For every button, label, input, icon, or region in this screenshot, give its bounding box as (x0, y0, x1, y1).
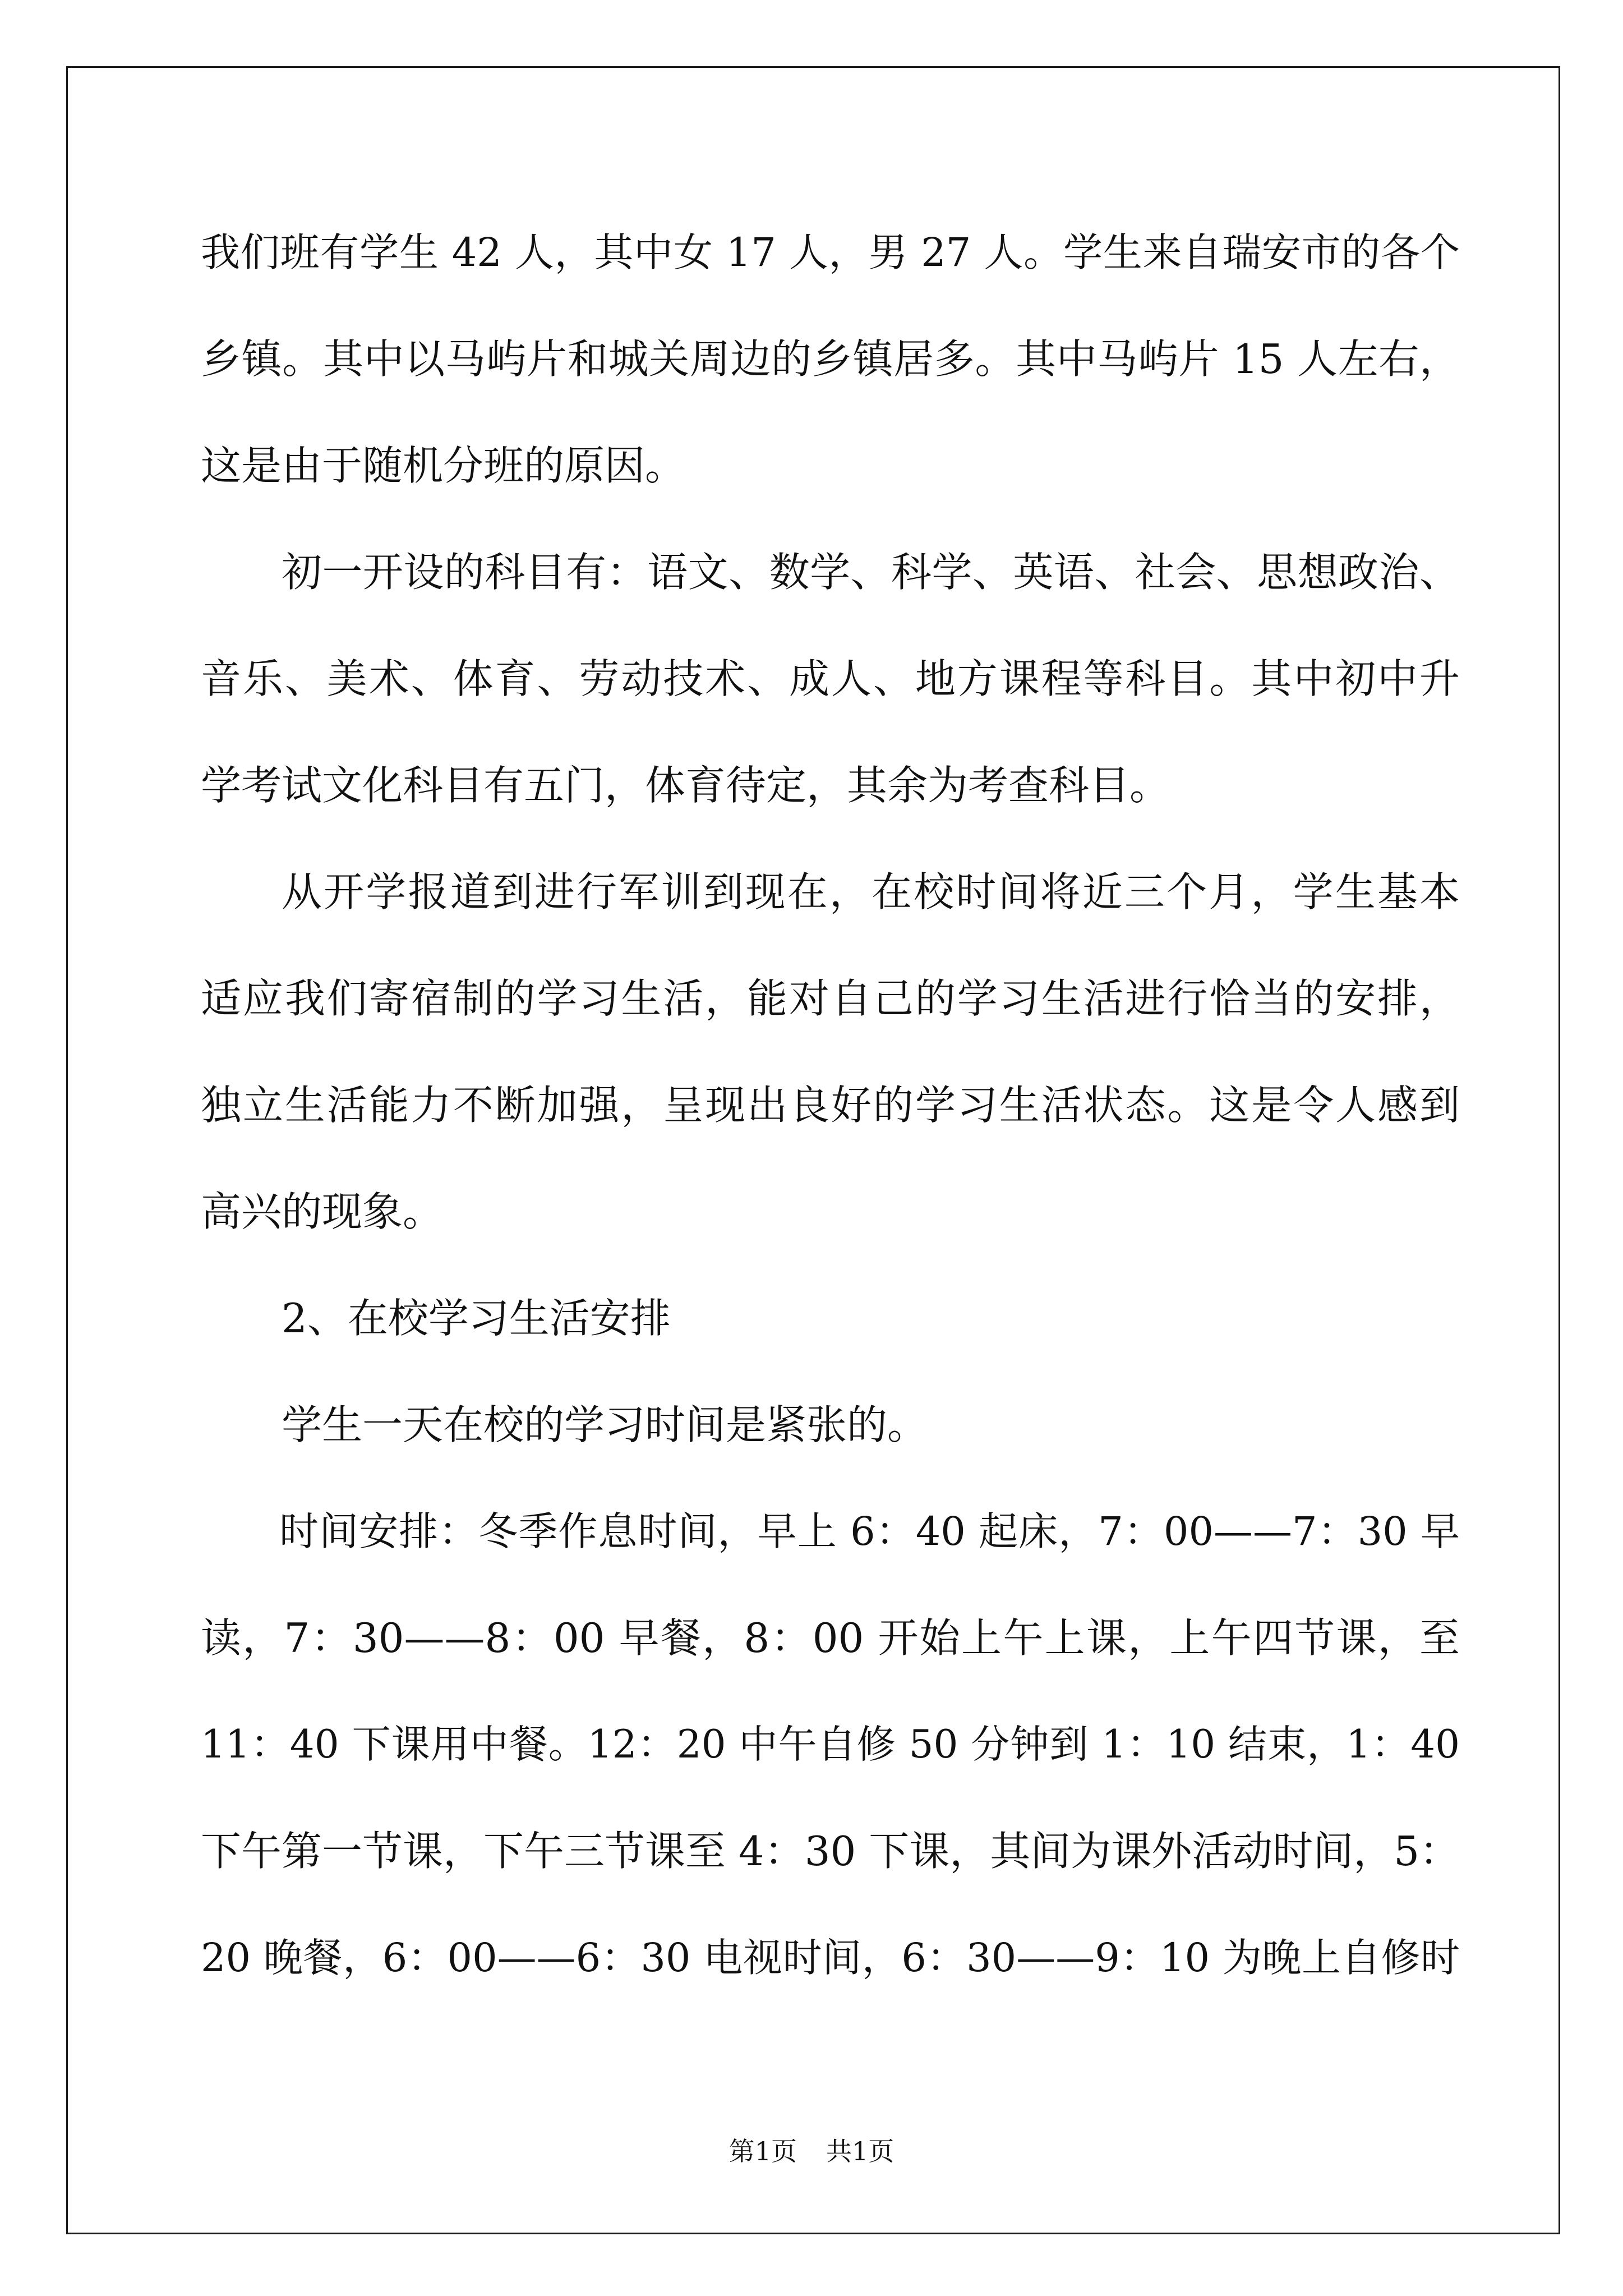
text-line: 适应我们寄宿制的学习生活，能对自己的学习生活进行恰当的安排， (201, 975, 1460, 1022)
text-line: 音乐、美术、体育、劳动技术、成人、地方课程等科目。其中初中升 (201, 655, 1460, 702)
page-number-total: 共1页 (826, 2136, 895, 2166)
paragraph (201, 839, 1460, 1265)
text-line: 从开学报道到进行军训到现在，在校时间将近三个月，学生基本 (282, 868, 1460, 915)
text-line: 20 晚餐，6：00——6：30 电视时间，6：30——9：10 为晚上自修时 (201, 1935, 1460, 1981)
page-footer (0, 2137, 1623, 2165)
text-line: 时间安排：冬季作息时间，早上 6：40 起床，7：00——7：30 早 (279, 1508, 1460, 1554)
text-line: 2、在校学习生活安排 (282, 1295, 671, 1342)
paragraph (201, 519, 1460, 839)
text-line: 我们班有学生 42 人，其中女 17 人，男 27 人。学生来自瑞安市的各个 (201, 229, 1460, 275)
text-line: 高兴的现象。 (201, 1188, 444, 1235)
paragraph (201, 1478, 1460, 2011)
text-line: 11：40 下课用中餐。12：20 中午自修 50 分钟到 1：10 结束，1：40 (201, 1722, 1460, 1767)
paragraph (201, 1372, 1460, 1478)
body-text (201, 199, 1460, 2011)
text-line: 学考试文化科目有五门，体育待定，其余为考查科目。 (201, 762, 1170, 809)
section-heading (201, 1265, 1460, 1372)
text-line: 初一开设的科目有：语文、数学、科学、英语、社会、思想政治、 (282, 549, 1460, 596)
text-line: 这是由于随机分班的原因。 (201, 442, 686, 489)
page-number-current: 第1页 (728, 2136, 797, 2166)
text-line: 学生一天在校的学习时间是紧张的。 (282, 1401, 928, 1448)
text-line: 下午第一节课，下午三节课至 4：30 下课，其间为课外活动时间，5： (201, 1828, 1460, 1875)
text-line: 读，7：30——8：00 早餐，8：00 开始上午上课，上午四节课，至 (201, 1614, 1460, 1662)
paragraph (201, 199, 1460, 519)
text-line: 乡镇。其中以马屿片和城关周边的乡镇居多。其中马屿片 15 人左右， (201, 335, 1460, 383)
text-line: 独立生活能力不断加强，呈现出良好的学习生活状态。这是令人感到 (201, 1082, 1460, 1129)
